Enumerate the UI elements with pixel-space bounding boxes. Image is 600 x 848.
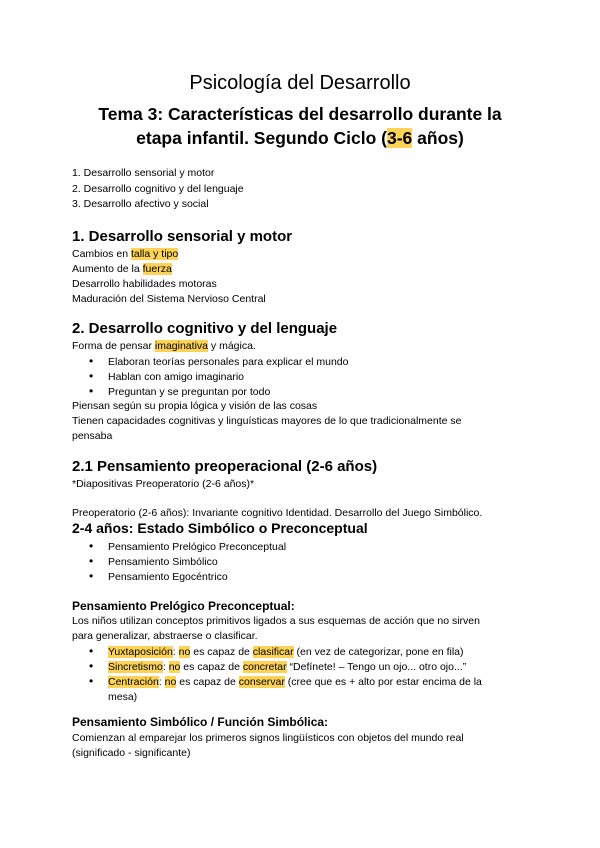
prelogico-item-2: Sincretismo: no es capaz de concretar “Defínete! – Tengo un ojo... otro ojo...” [108, 661, 467, 673]
section-2-heading: 2. Desarrollo cognitivo y del lenguaje [72, 320, 338, 337]
simbolico-heading: Pensamiento Simbólico / Función Simbólica: [72, 715, 329, 729]
section-1-line-1: Cambios en talla y tipo [72, 248, 179, 260]
section-1-line-4: Maduración del Sistema Nervioso Central [72, 293, 266, 305]
section-2-bullet-3: Preguntan y se preguntan por todo [108, 386, 271, 398]
stage-bullet-1: Pensamiento Prelógico Preconceptual [108, 541, 287, 553]
section-2-bullet-1: Elaboran teorías personales para explicar el mundo [108, 356, 349, 368]
stage-bullet-2: Pensamiento Simbólico [108, 556, 218, 568]
prelogico-heading: Pensamiento Prelógico Preconceptual: [72, 599, 295, 613]
slides-note: *Diapositivas Preoperatorio (2-6 años)* [72, 478, 255, 490]
age-range-highlight: 3-6 [387, 128, 413, 148]
simbolico-desc-2: (significado - significante) [72, 747, 191, 759]
bullet-dot: • [89, 644, 94, 658]
section-2-line-b2: pensaba [72, 430, 113, 442]
stage-bullet-3: Pensamiento Egocéntrico [108, 571, 228, 583]
section-2-intro: Forma de pensar imaginativa y mágica. [72, 340, 256, 352]
toc-item-1: 1. Desarrollo sensorial y motor [72, 167, 215, 179]
section-1-heading: 1. Desarrollo sensorial y motor [72, 228, 293, 245]
section-2-1-heading: 2.1 Pensamiento preoperacional (2-6 años) [72, 458, 378, 475]
section-2-line-b1: Tienen capacidades cognitivas y linguísticas mayores de lo que tradicionalmente se [72, 415, 462, 427]
prelogico-item-3: Centración: no es capaz de conservar (cree que es + alto por estar encima de la [108, 676, 482, 688]
toc-item-2: 2. Desarrollo cognitivo y del lenguaje [72, 183, 244, 195]
bullet-dot: • [89, 539, 94, 553]
section-2-bullet-2: Hablan con amigo imaginario [108, 371, 244, 383]
bullet-dot: • [89, 369, 94, 383]
bullet-dot: • [89, 554, 94, 568]
prelogico-desc-2: para generalizar, abstraerse o clasificar. [72, 630, 258, 642]
section-1-line-3: Desarrollo habilidades motoras [72, 278, 217, 290]
section-2-line-a: Piensan según su propia lógica y visión de las cosas [72, 400, 318, 412]
prelogico-item-3-cont: mesa) [108, 691, 138, 703]
section-1-line-2: Aumento de la fuerza [72, 263, 172, 275]
bullet-dot: • [89, 354, 94, 368]
stage-heading: 2-4 años: Estado Simbólico o Preconceptual [72, 520, 368, 536]
simbolico-desc-1: Comienzan al emparejar los primeros signos lingüísticos con objetos del mundo real [72, 732, 464, 744]
toc-item-3: 3. Desarrollo afectivo y social [72, 198, 209, 210]
bullet-dot: • [89, 659, 94, 673]
prelogico-desc-1: Los niños utilizan conceptos primitivos ligados a sus esquemas de acción que no sirven [72, 615, 480, 627]
bullet-dot: • [89, 569, 94, 583]
prelogico-item-1: Yuxtaposición: no es capaz de clasificar (en vez de categorizar, pone en fila) [108, 646, 464, 658]
topic-title-line1: Tema 3: Características del desarrollo durante la [98, 104, 502, 124]
bullet-dot: • [89, 674, 94, 688]
bullet-dot: • [89, 384, 94, 398]
preoperatorio-summary: Preoperatorio (2-6 años): Invariante cognitivo Identidad. Desarrollo del Juego Simbólico. [72, 507, 483, 519]
document-title: Psicología del Desarrollo [189, 72, 411, 94]
topic-title-line2: etapa infantil. Segundo Ciclo (3-6 años) [136, 128, 464, 148]
